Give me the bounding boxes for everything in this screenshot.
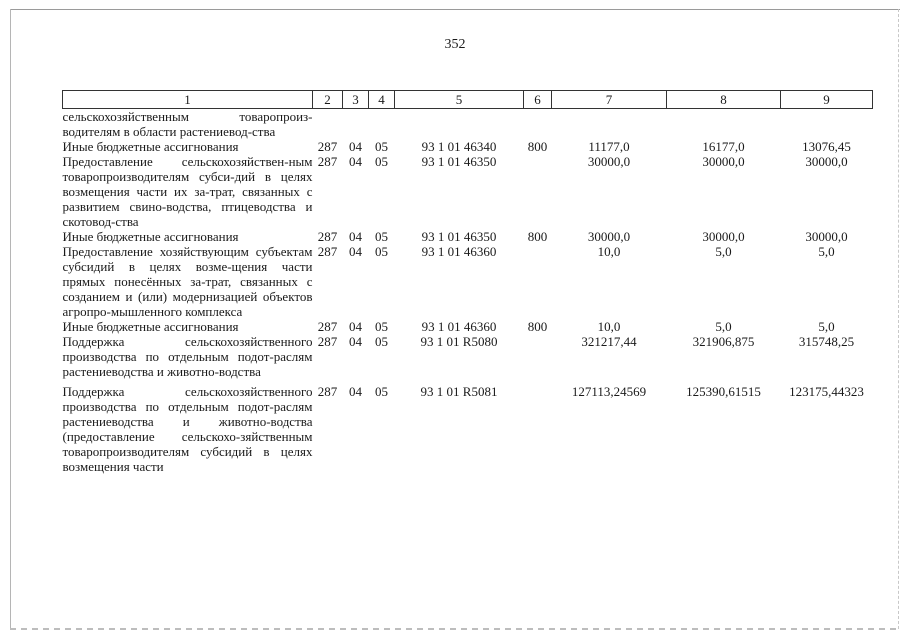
header-cell: 8 [667, 91, 781, 109]
row-code-ministry: 287 [317, 334, 338, 349]
row-amount-col7: 127113,24569 [571, 384, 647, 399]
row-name: Предоставление хозяйствующим субъектам субсидий в целях возме-щения части прямых понесённых за-трат, связанных с созданием и (или) модернизацией объектов агропро-мышленного комплекса [62, 244, 313, 319]
row-amount-col9: 30000,0 [805, 154, 848, 169]
table-row [63, 139, 873, 154]
row-target-article: 93 1 01 R5080 [420, 334, 498, 349]
row-target-article: 93 1 01 46350 [421, 229, 497, 244]
budget-table [62, 90, 873, 474]
row-section: 04 [349, 154, 362, 169]
header-cell: 9 [781, 91, 873, 109]
table-row [63, 379, 873, 474]
header-row [63, 91, 873, 109]
row-code-ministry: 287 [317, 229, 338, 244]
row-section: 04 [349, 139, 362, 154]
table-body [63, 109, 873, 475]
row-name: Иные бюджетные ассигнования [62, 139, 239, 154]
row-subsection: 05 [375, 154, 388, 169]
row-section: 04 [349, 334, 362, 349]
table-row [63, 244, 873, 319]
table-row [63, 109, 873, 140]
row-subsection: 05 [375, 229, 388, 244]
header-cell: 2 [313, 91, 343, 109]
row-amount-col9 [781, 109, 873, 140]
row-name: Предоставление сельскохозяйствен-ным товаропроизводителям субси-дий в целях возмещения части их за-трат, связанных с развитием свино-водства, птицеводства и скотовод-ства [62, 154, 313, 229]
row-amount-col8: 321906,875 [692, 334, 755, 349]
row-section: 04 [349, 229, 362, 244]
row-amount-col9: 315748,25 [798, 334, 855, 349]
row-amount-col7: 11177,0 [588, 139, 630, 154]
row-target-article: 93 1 01 46340 [421, 139, 497, 154]
row-expense-type [524, 379, 552, 474]
table-row [63, 334, 873, 379]
header-cell: 7 [552, 91, 667, 109]
row-target-article [395, 109, 524, 140]
row-name: Иные бюджетные ассигнования [62, 319, 239, 334]
page-border-left [10, 9, 11, 629]
row-subsection: 05 [375, 319, 388, 334]
header-cell: 1 [63, 91, 313, 109]
row-code-ministry: 287 [317, 154, 338, 169]
row-amount-col7: 10,0 [597, 244, 621, 259]
row-amount-col7: 30000,0 [587, 229, 631, 244]
row-subsection: 05 [375, 244, 388, 259]
row-amount-col8: 5,0 [715, 244, 732, 259]
row-expense-type [524, 334, 552, 379]
row-target-article: 93 1 01 46350 [421, 154, 497, 169]
row-amount-col8: 16177,0 [702, 139, 745, 154]
row-name: Поддержка сельскохозяйственного производства по отдельным подот-раслям растениеводства и животно-водства [62, 334, 313, 379]
page-border-top [10, 9, 900, 10]
row-amount-col9: 13076,45 [802, 139, 851, 154]
row-target-article: 93 1 01 46360 [421, 319, 497, 334]
row-section [343, 109, 369, 140]
table-row [63, 154, 873, 229]
row-subsection: 05 [375, 139, 388, 154]
row-code-ministry: 287 [317, 244, 338, 259]
row-section: 04 [349, 244, 362, 259]
header-cell: 5 [395, 91, 524, 109]
row-name: Поддержка сельскохозяйственного производства по отдельным подот-раслям растениеводства и животно-водства (предоставление сельскохо-зяйственным товаропроизводителям субсидий в целях возмещения части [62, 384, 313, 474]
row-amount-col7 [552, 109, 667, 140]
row-amount-col8 [667, 109, 781, 140]
row-amount-col8: 30000,0 [702, 229, 745, 244]
row-amount-col8: 30000,0 [702, 154, 745, 169]
row-section: 04 [349, 384, 362, 399]
row-expense-type [524, 109, 552, 140]
row-amount-col9: 123175,44323 [789, 384, 864, 399]
row-amount-col8: 125390,61515 [686, 384, 761, 399]
row-code-ministry: 287 [317, 384, 338, 399]
row-section: 04 [349, 319, 362, 334]
page-number: 352 [444, 37, 466, 52]
page-border-right [898, 9, 899, 629]
row-amount-col7: 10,0 [597, 319, 621, 334]
table-row [63, 229, 873, 244]
row-expense-type [524, 154, 552, 229]
row-subsection: 05 [375, 384, 388, 399]
header-cell: 6 [524, 91, 552, 109]
row-target-article: 93 1 01 R5081 [420, 384, 498, 399]
row-name: Иные бюджетные ассигнования [62, 229, 239, 244]
row-expense-type: 800 [527, 229, 548, 244]
row-code-ministry: 287 [317, 139, 338, 154]
row-amount-col7: 30000,0 [587, 154, 631, 169]
row-subsection: 05 [375, 334, 388, 349]
row-amount-col9: 30000,0 [805, 229, 848, 244]
row-code-ministry: 287 [317, 319, 338, 334]
row-amount-col7: 321217,44 [581, 334, 637, 349]
row-amount-col8: 5,0 [715, 319, 732, 334]
row-amount-col9: 5,0 [818, 244, 835, 259]
row-amount-col9: 5,0 [818, 319, 835, 334]
header-cell: 3 [343, 91, 369, 109]
row-expense-type: 800 [527, 319, 548, 334]
table-row [63, 319, 873, 334]
row-name: сельскохозяйственным товаропроиз-водителям в области растениевод-ства [62, 109, 313, 139]
row-target-article: 93 1 01 46360 [421, 244, 497, 259]
row-code-ministry [313, 109, 343, 140]
row-subsection [369, 109, 395, 140]
header-cell: 4 [369, 91, 395, 109]
scan-edge-bottom [10, 628, 898, 630]
row-expense-type: 800 [527, 139, 548, 154]
row-expense-type [524, 244, 552, 319]
